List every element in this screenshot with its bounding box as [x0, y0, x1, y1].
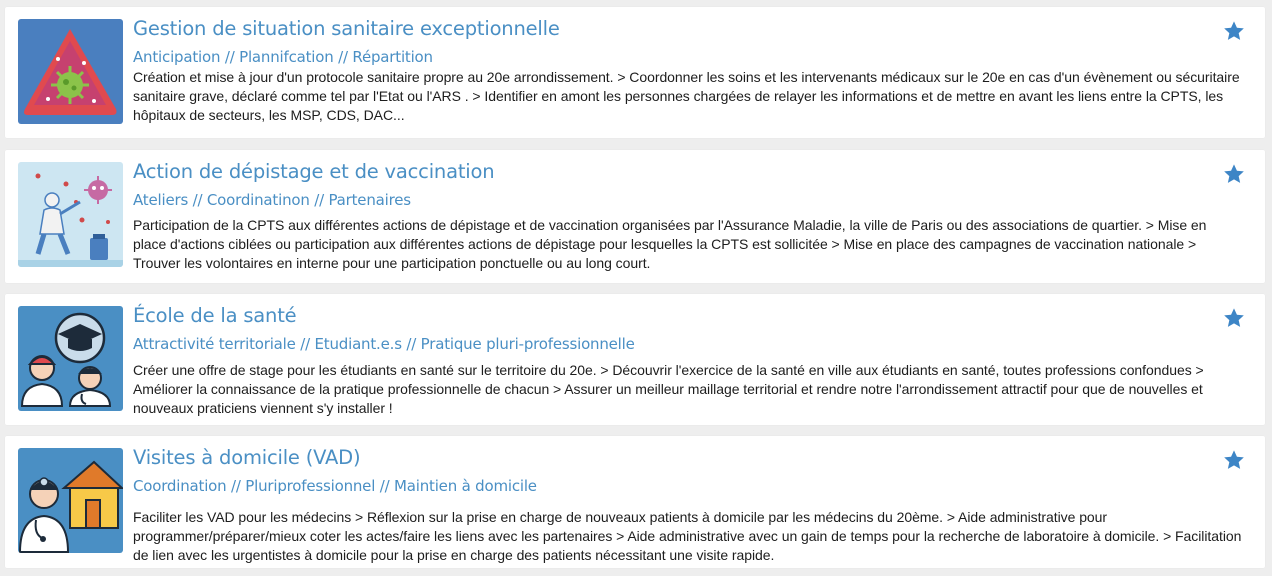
card-description: Création et mise à jour d'un protocole sanitaire propre au 20e arrondissement. > Coordonner les soins et les intervenants médicaux sur le 20e en cas d'un évènement ou sécuritaire sanitaire grave, déclaré comme tel par l'Etat ou l'ARS . > Identifier en amont les personnes chargées de relayer les informations et de mettre en avant les liens entre la CPTS, les hôpitaux de secteurs, les MSP, CDS, DAC...	[133, 69, 1240, 123]
project-card[interactable]	[5, 150, 1265, 283]
project-card[interactable]	[5, 7, 1265, 138]
card-tags: Coordination // Pluriprofessionnel // Maintien à domicile	[133, 477, 537, 495]
card-title[interactable]: Action de dépistage et de vaccination	[133, 160, 495, 183]
card-title[interactable]: École de la santé	[133, 304, 297, 327]
project-card[interactable]	[5, 294, 1265, 425]
star-icon[interactable]	[1223, 20, 1245, 42]
project-card[interactable]	[5, 436, 1265, 568]
star-icon[interactable]	[1223, 307, 1245, 329]
health-school-icon	[18, 306, 123, 411]
card-description: Participation de la CPTS aux différentes actions de dépistage et de vaccination organisées par l'Assurance Maladie, la ville de Paris ou des associations de quartier. > Mise en place d'actions ciblées ou participation aux différentes actions de dépistage pour lesquelles la CPTS est sollicitée > Mise en place des campagnes de vaccination nationale > Trouver les volontaires en interne pour une participation ponctuelle ou au long court.	[133, 217, 1207, 271]
card-description: Créer une offre de stage pour les étudiants en santé sur le territoire du 20e. > Découvrir l'exercice de la santé en ville aux étudiants en santé, toutes professions confondues > Améliorer la connaissance de la pratique professionnelle de chacun > Assurer un meilleur maillage territorial et rendre notre l'arrondissement attractif pour que de nouvelles et nouveaux praticiens viennent s'y installer !	[133, 362, 1204, 416]
card-tags: Anticipation // Plannifcation // Répartition	[133, 48, 433, 66]
star-icon[interactable]	[1223, 449, 1245, 471]
card-tags: Ateliers // Coordinatinon // Partenaires	[133, 191, 411, 209]
home-visit-doctor-icon	[18, 448, 123, 553]
virus-warning-icon	[18, 19, 123, 124]
vaccination-icon	[18, 162, 123, 267]
star-icon[interactable]	[1223, 163, 1245, 185]
card-title[interactable]: Visites à domicile (VAD)	[133, 446, 361, 469]
card-description: Faciliter les VAD pour les médecins > Réflexion sur la prise en charge de nouveaux patients à domicile par les médecins du 20ème. > Aide administrative pour programmer/préparer/mieux coter les actes/faire les liens avec les partenaires > Aide administrative avec un gain de temps pour la recherche de laboratoire à domicile. > Facilitation de lien avec les urgentistes à domicile pour la prise en charge des patients nécessitant une visite rapide.	[133, 509, 1242, 563]
card-tags: Attractivité territoriale // Etudiant.e.s // Pratique pluri-professionnelle	[133, 335, 635, 353]
card-title[interactable]: Gestion de situation sanitaire exceptionnelle	[133, 17, 560, 40]
